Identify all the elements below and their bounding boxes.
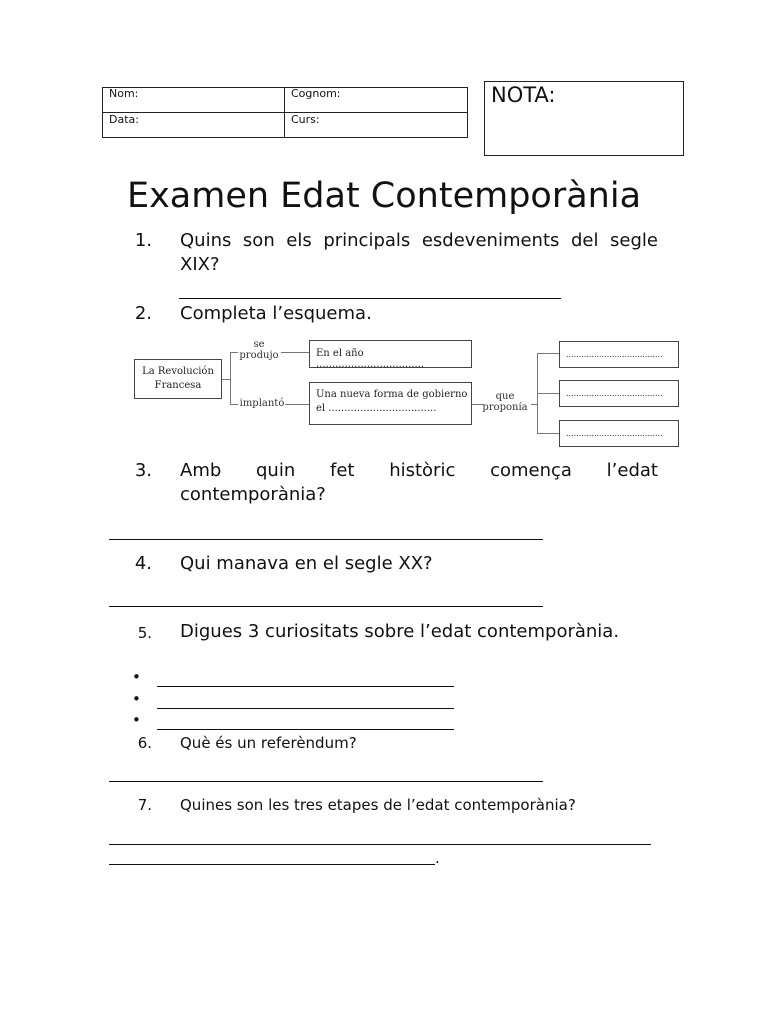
schema-leaf-3[interactable]: ...................................... <box>559 420 679 447</box>
question-text-2: Completa l’esquema. <box>180 303 372 324</box>
schema-label-implanto: implantó <box>239 398 285 409</box>
bullet-icon: • <box>132 668 141 686</box>
question-number-6: 6. <box>137 734 152 752</box>
curs-field[interactable] <box>285 113 467 138</box>
schema-root-box: La Revolución Francesa <box>134 359 222 399</box>
question-number-3: 3. <box>134 460 152 481</box>
question-text-4: Qui manava en el segle XX? <box>180 553 433 574</box>
question-text-5: Digues 3 curiositats sobre l’edat contemporània. <box>180 621 620 642</box>
student-info-table <box>102 87 468 138</box>
schema-leaf-2[interactable]: ...................................... <box>559 380 679 407</box>
question-text-3: Amb quin fet històric comença l’edat contemporània? <box>180 460 658 505</box>
schema-leaf-1[interactable]: ...................................... <box>559 341 679 368</box>
answer-line-7b[interactable] <box>109 864 435 865</box>
schema-box-year[interactable]: En el año .................................. <box>309 340 472 368</box>
question-number-4: 4. <box>134 553 152 574</box>
schema-label-produjo: se produjo <box>239 339 279 361</box>
answer-line-5b[interactable] <box>157 708 454 709</box>
grade-box[interactable] <box>484 81 684 156</box>
question-number-1: 1. <box>134 230 152 251</box>
nom-field[interactable] <box>103 88 285 113</box>
bullet-icon: • <box>132 711 141 729</box>
answer-line-3[interactable] <box>109 539 543 540</box>
exam-title: Examen Edat Contemporània <box>126 176 642 216</box>
answer-line-6[interactable] <box>109 781 543 782</box>
question-text-7: Quines son les tres etapes de l’edat contemporània? <box>180 796 576 814</box>
nom-label: Nom: <box>109 87 139 100</box>
cognom-label: Cognom: <box>291 87 341 100</box>
question-text-6: Què és un referèndum? <box>180 734 357 752</box>
data-label: Data: <box>109 112 139 126</box>
question-text-1: Quins son els principals esdeveniments del segle XIX? <box>180 230 658 275</box>
nota-label: NOTA: <box>491 83 556 107</box>
answer-line-5c[interactable] <box>157 729 454 730</box>
curs-label: Curs: <box>291 112 320 126</box>
bullet-icon: • <box>132 690 141 708</box>
cognom-field[interactable] <box>285 88 467 113</box>
question-number-5: 5. <box>137 624 152 642</box>
schema-box-government[interactable]: Una nueva forma de gobierno el .................................. <box>309 382 472 425</box>
answer-line-5a[interactable] <box>157 686 454 687</box>
answer-line-1[interactable] <box>179 298 561 299</box>
final-period: . <box>435 849 440 867</box>
question-number-7: 7. <box>137 796 152 814</box>
question-number-2: 2. <box>134 303 152 324</box>
data-field[interactable] <box>103 113 285 138</box>
answer-line-7a[interactable] <box>109 844 651 845</box>
schema-label-proponia: que proponía <box>482 391 528 413</box>
revolution-schema <box>133 337 683 455</box>
answer-line-4[interactable] <box>109 606 543 607</box>
